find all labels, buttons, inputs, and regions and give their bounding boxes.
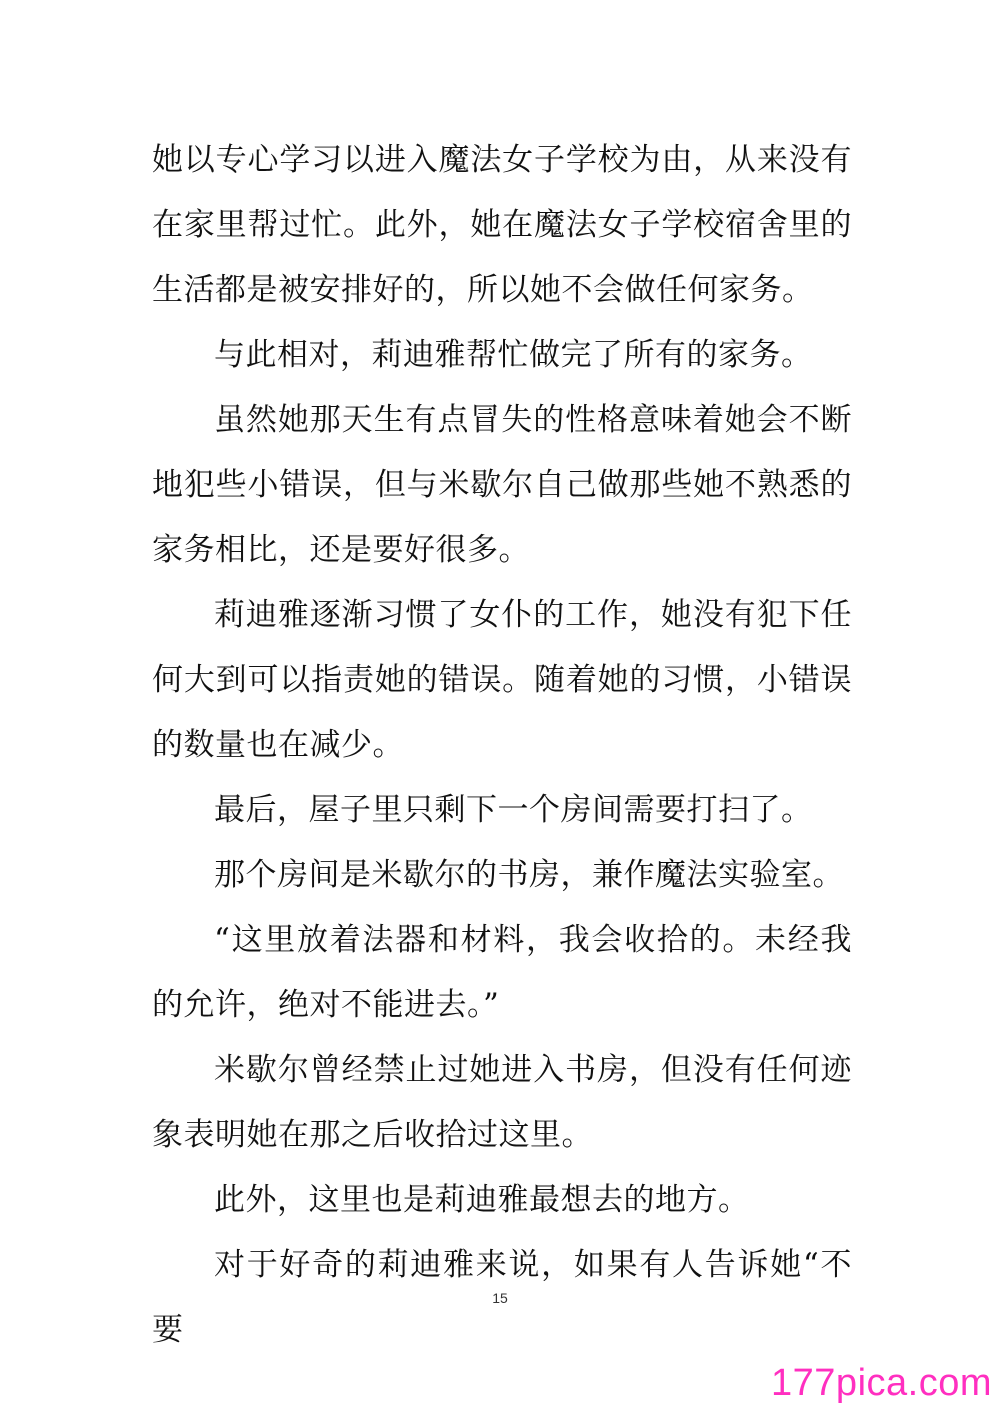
text-body <box>152 128 852 1363</box>
paragraph-2: 与此相对，莉迪雅帮忙做完了所有的家务。 <box>214 337 813 373</box>
paragraph-3: 虽然她那天生有点冒失的性格意味着她会不断地犯些小错误，但与米歇尔自己做那些她不熟悉的家务相比，还是要好很多。 <box>152 402 852 568</box>
paragraph-8: 米歇尔曾经禁止过她进入书房，但没有任何迹象表明她在那之后收拾过这里。 <box>152 1052 852 1153</box>
paragraph-10: 对于好奇的莉迪雅来说，如果有人告诉她“不要 <box>152 1247 852 1348</box>
paragraph-4: 莉迪雅逐渐习惯了女仆的工作，她没有犯下任何大到可以指责她的错误。随着她的习惯，小错误的数量也在减少。 <box>152 597 852 763</box>
paragraph-7: “这里放着法器和材料，我会收拾的。未经我的允许，绝对不能进去。” <box>152 922 852 1023</box>
paragraph-5: 最后，屋子里只剩下一个房间需要打扫了。 <box>214 792 813 828</box>
paragraph-9: 此外，这里也是莉迪雅最想去的地方。 <box>214 1182 750 1218</box>
watermark-link[interactable]: 177pica.com <box>771 1362 992 1404</box>
paragraph-1: 她以专心学习以进入魔法女子学校为由，从来没有在家里帮过忙。此外，她在魔法女子学校宿舍里的生活都是被安排好的，所以她不会做任何家务。 <box>152 142 852 308</box>
page-number: 15 <box>492 1290 508 1306</box>
paragraph-6: 那个房间是米歇尔的书房，兼作魔法实验室。 <box>214 857 844 893</box>
